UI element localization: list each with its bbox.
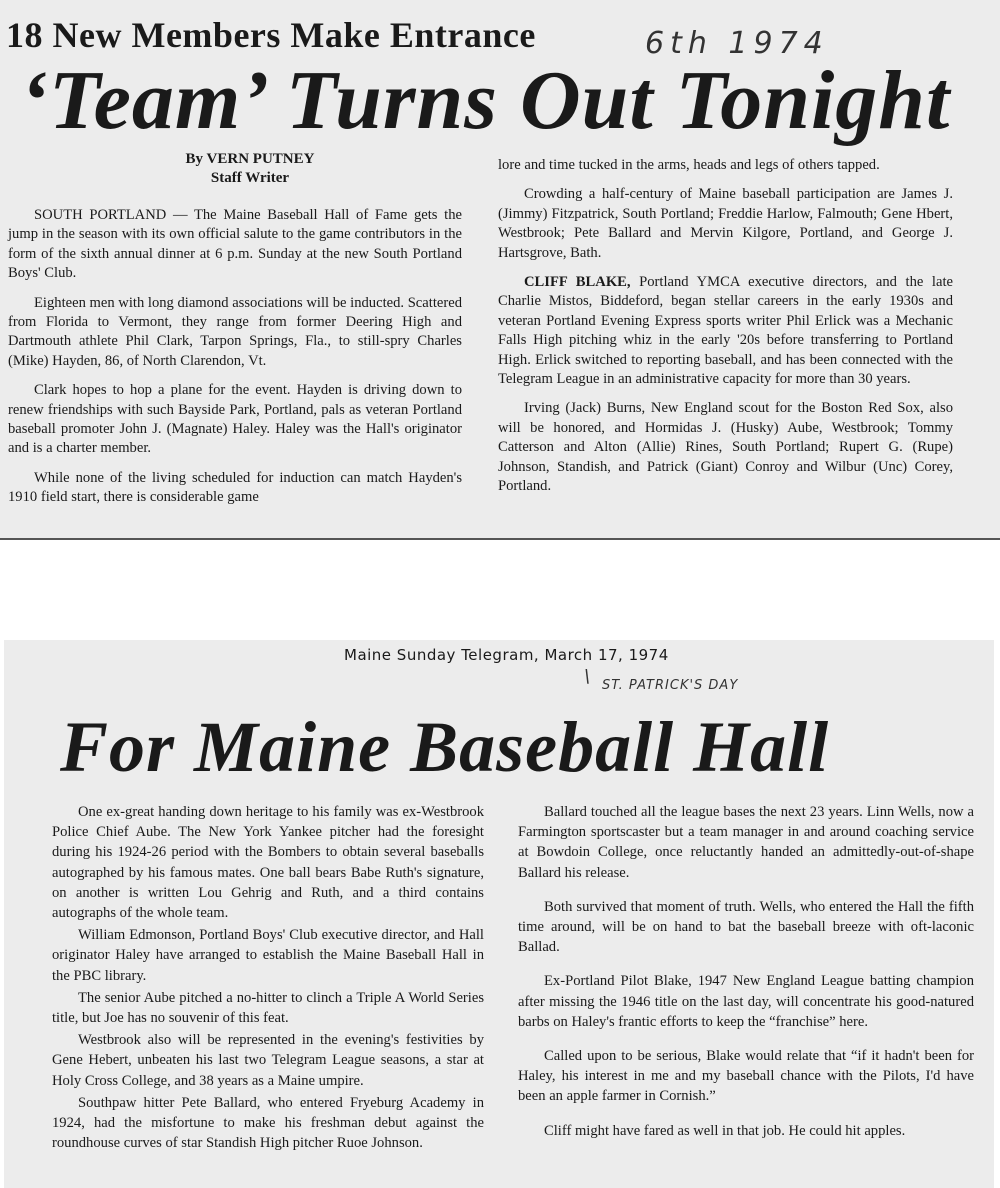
article-column-right — [498, 156, 953, 507]
paragraph: Eighteen men with long diamond associations will be inducted. Scattered from Florida to Vermont, they range from former Deering High and Dartmouth athlete Phil Clark, Tarpon Springs, Fla., to still-spry Charles (Mike) Hayden, 86, of North Clarendon, Vt. — [8, 294, 462, 369]
publication-line: Maine Sunday Telegram, March 17, 1974 — [344, 646, 669, 664]
paragraph: Ex-Portland Pilot Blake, 1947 New England League batting champion after missing the 1946 title on the last day, will concentrate his good-natured barbs on Haley's frantic efforts to keep the “franchise” here. — [518, 973, 974, 1030]
paragraph-continued: lore and time tucked in the arms, heads and legs of others tapped. — [498, 157, 880, 173]
main-headline: ‘Team’ Turns Out Tonight — [20, 54, 951, 147]
byline-role: Staff Writer — [210, 170, 290, 186]
main-headline: For Maine Baseball Hall — [60, 707, 830, 787]
handwritten-note: ST. PATRICK'S DAY — [602, 678, 739, 693]
clipping-maine-baseball-hall — [4, 640, 994, 1188]
clipping-team-turns-out — [0, 0, 1000, 540]
paragraph: Westbrook also will be represented in the evening's festivities by Gene Hebert, unbeaten his last two Telegram League seasons, a star at Holy Cross College, and 38 years as a Maine umpire. — [52, 1032, 484, 1089]
paragraph: Called upon to be serious, Blake would relate that “if it hadn't been for Haley, his interest in me and my baseball chance with the Pilots, I'd have been an apple farmer in Cornish.” — [518, 1048, 974, 1105]
byline — [100, 150, 400, 188]
paragraph: The senior Aube pitched a no-hitter to clinch a Triple A World Series title, but Joe has no souvenir of this feat. — [52, 989, 484, 1027]
paragraph: One ex-great handing down heritage to his family was ex-Westbrook Police Chief Aube. The New York Yankee pitcher had the foresight during his 1924-26 period with the Bombers to obtain several baseballs autographed by his famous mates. One ball bears Babe Ruth's signature, on another is written Lou Gehrig and Ruth, and a third contains autographs of the whole team. — [52, 804, 484, 922]
paragraph: Clark hopes to hop a plane for the event. Hayden is driving down to renew friendships with such Bayside Park, Portland, pals as veteran Portland baseball promoter John J. (Magnate) Haley. Haley was the Hall's originator and is a charter member. — [8, 382, 462, 457]
paragraph: While none of the living scheduled for induction can match Hayden's 1910 field start, there is considerable game — [8, 469, 462, 506]
paragraph: Cliff might have fared as well in that job. He could hit apples. — [544, 1122, 906, 1139]
paragraph — [498, 273, 953, 389]
paragraph-text: Portland YMCA executive directors, and the late Charlie Mistos, Biddeford, began stellar careers in the early 1930s and veteran Portland Evening Express sports writer Phil Erlick was a Mechanic Falls High pitching whiz in the early '20s before transferring to Portland High. Erlick switched to reporting baseball, and has been connected with the Telegram League in an administrative capacity for more than 30 years. — [498, 274, 953, 388]
article-column-left — [8, 206, 462, 518]
paragraph: Both survived that moment of truth. Wells, who entered the Hall the fifth time around, will be on hand to bat the baseball breeze with oft-laconic Ballad. — [518, 898, 974, 956]
paragraph: Irving (Jack) Burns, New England scout for the Boston Red Sox, also will be honored, and Hormidas J. (Husky) Aube, Westbrook; Tommy Catterson and Alton (Allie) Rines, South Portland; Rupert G. (Rupe) Johnson, Standish, and Patrick (Giant) Conroy and Wilbur (Unc) Corey, Portland. — [498, 400, 953, 495]
paragraph: William Edmonson, Portland Boys' Club executive director, and Hall originator Haley have arranged to establish the Maine Baseball Hall in the PBC library. — [52, 927, 484, 984]
paragraph: Southpaw hitter Pete Ballard, who entered Fryeburg Academy in 1924, had the misfortune to make his freshman debut against the roundhouse curves of star Standish High pitcher Ruoe Johnson. — [52, 1094, 484, 1152]
handwritten-date: 6th 1974 — [645, 26, 829, 61]
paragraph: SOUTH PORTLAND — The Maine Baseball Hall of Fame gets the jump in the season with its own official salute to the game contributors in the form of the sixth annual dinner at 6 p.m. Sunday at the new South Portland Boys' Club. — [8, 207, 462, 282]
byline-name: By VERN PUTNEY — [185, 151, 315, 167]
kicker-headline: 18 New Members Make Entrance — [6, 15, 536, 55]
paragraph: Crowding a half-century of Maine baseball participation are James J. (Jimmy) Fitzpatrick, South Portland; Freddie Harlow, Falmouth; Gene Hbert, Westbrook; Pete Ballard and Mervin Kilgore, Portland, and George J. Hartsgrove, Bath. — [498, 186, 953, 261]
paragraph: Ballard touched all the league bases the next 23 years. Linn Wells, now a Farmington sportscaster but a team manager in and around coaching service at Bowdoin College, once reluctantly handed an admittedly-out-of-shape Ballard his release. — [518, 804, 974, 881]
article-column-left — [52, 802, 484, 1155]
handwritten-tick: \ — [584, 666, 591, 687]
lead-in: CLIFF BLAKE, — [524, 274, 631, 291]
article-column-right — [518, 802, 974, 1155]
